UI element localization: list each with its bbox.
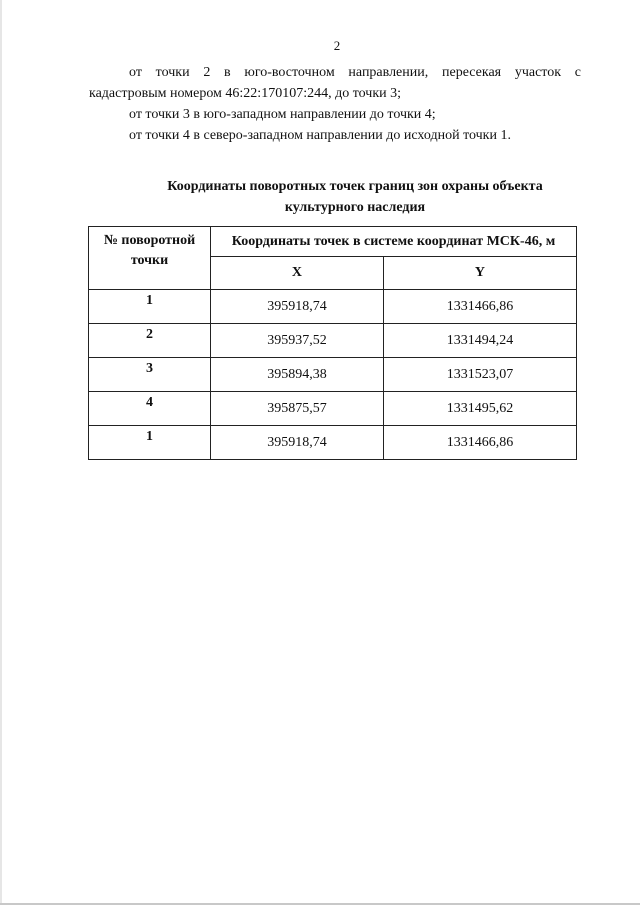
- cell-x: 395918,74: [211, 290, 384, 324]
- table-row: [89, 426, 577, 460]
- cell-y: 1331495,62: [383, 392, 576, 426]
- body-text: [89, 62, 581, 146]
- scan-edge: [0, 0, 2, 905]
- page-number: 2: [333, 38, 341, 53]
- table-title-line: культурного наследия: [284, 200, 426, 215]
- cell-point-number: 4: [89, 392, 211, 426]
- table-header-row: [89, 227, 577, 257]
- cell-point-number: 1: [89, 290, 211, 324]
- coordinates-table: [88, 226, 577, 460]
- paragraph-line: от точки 2 в юго-восточном направлении, пересекая участок с: [129, 65, 581, 80]
- cell-x: 395937,52: [211, 324, 384, 358]
- table-row: [89, 324, 577, 358]
- table-title-line: Координаты поворотных точек границ зон охраны объекта: [167, 179, 543, 194]
- cell-x: 395918,74: [211, 426, 384, 460]
- header-y: Y: [383, 257, 576, 290]
- cell-y: 1331466,86: [383, 426, 576, 460]
- cell-y: 1331523,07: [383, 358, 576, 392]
- cell-x: 395875,57: [211, 392, 384, 426]
- paragraph-line: кадастровым номером 46:22:170107:244, до точки 3;: [89, 86, 401, 101]
- cell-y: 1331494,24: [383, 324, 576, 358]
- table-row: [89, 358, 577, 392]
- header-x: X: [211, 257, 384, 290]
- table-row: [89, 392, 577, 426]
- cell-y: 1331466,86: [383, 290, 576, 324]
- header-point-number: № поворотной точки: [89, 227, 211, 290]
- cell-point-number: 2: [89, 324, 211, 358]
- paragraph-line: от точки 3 в юго-западном направлении до точки 4;: [129, 107, 436, 122]
- table-title: [120, 176, 590, 218]
- header-coordinate-system: Координаты точек в системе координат МСК-46, м: [211, 227, 577, 257]
- cell-x: 395894,38: [211, 358, 384, 392]
- cell-point-number: 3: [89, 358, 211, 392]
- table-row: [89, 290, 577, 324]
- cell-point-number: 1: [89, 426, 211, 460]
- paragraph-line: от точки 4 в северо-западном направлении до исходной точки 1.: [129, 128, 511, 143]
